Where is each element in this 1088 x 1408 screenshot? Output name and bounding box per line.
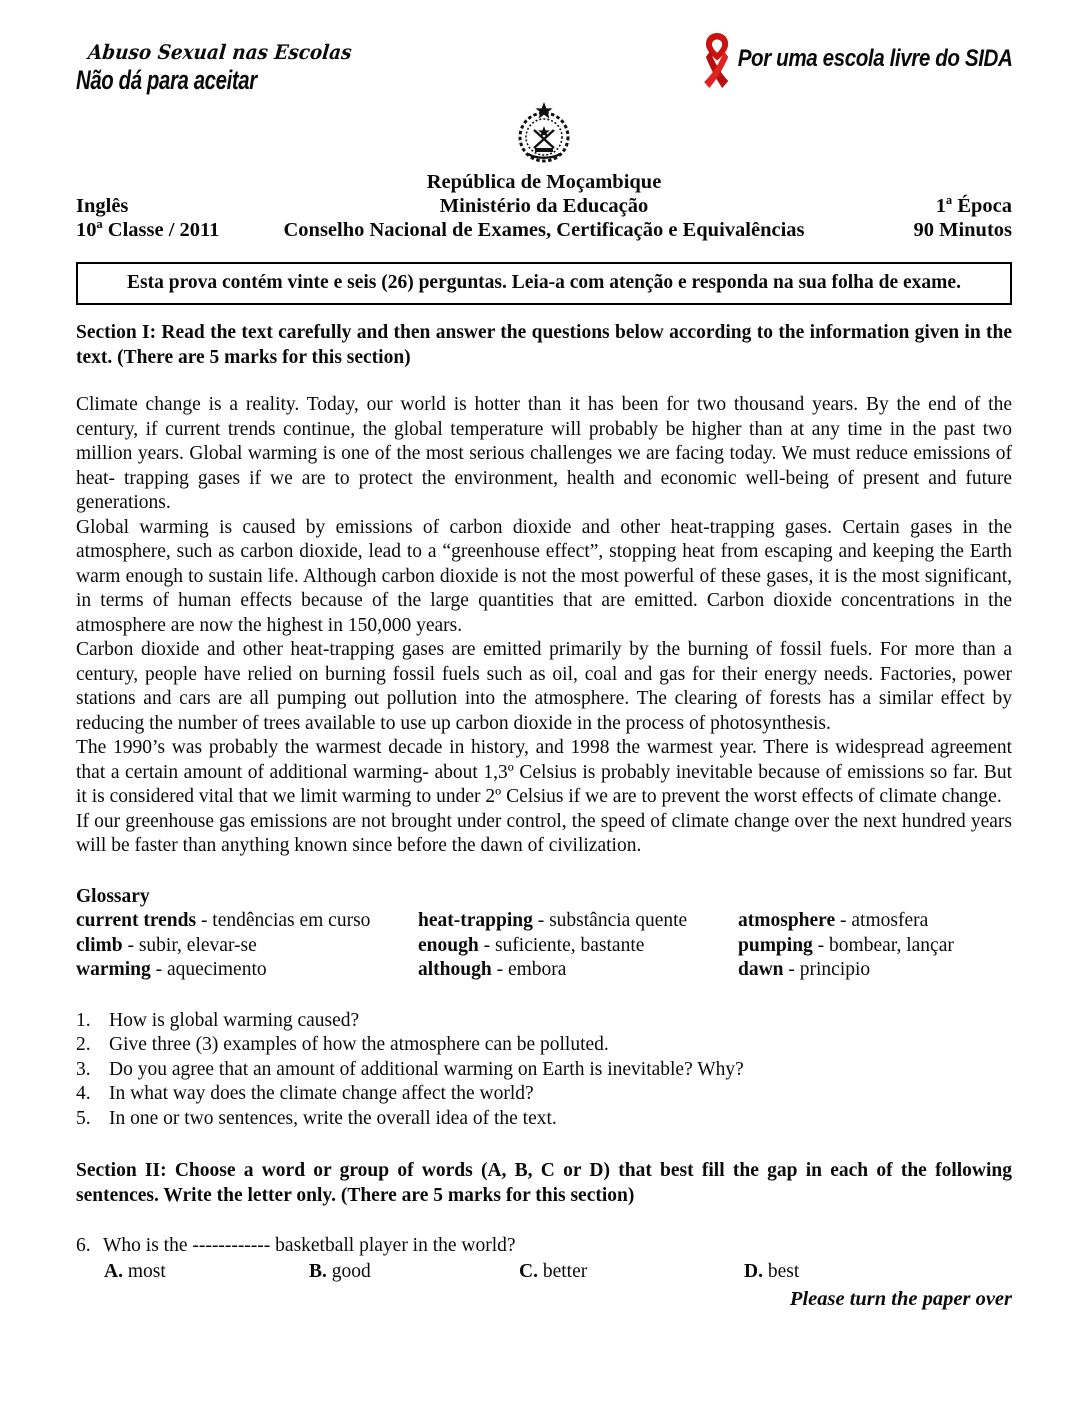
glossary-term: pumping <box>738 934 813 956</box>
glossary-title: Glossary <box>76 885 150 907</box>
campaign-left-block <box>76 40 353 96</box>
glossary-term: heat-trapping <box>418 910 533 931</box>
section1-heading: Section I: Read the text carefully and then answer the questions below according to the information given in the text. (There are 5 marks for this section) <box>76 322 1012 368</box>
glossary-entry <box>738 909 1012 934</box>
paragraph-4: The 1990’s was probably the warmest decade in history, and 1998 the warmest year. There is widespread agreement that a certain amount of additional warming- about 1,3º Celsius is probably inevitable because of emissions so far. But it is considered vital that we limit warming to under 2º Celsius if we are to prevent the worst effects of climate change. <box>76 737 1012 807</box>
option-c <box>519 1260 744 1285</box>
option-d <box>744 1260 1012 1285</box>
question-text: Who is the ------------ basketball player in the world? <box>103 1235 516 1256</box>
campaign-script-text: Abuso Sexual nas Escolas <box>87 40 353 64</box>
question-text: Do you agree that an amount of additional warming on Earth is inevitable? Why? <box>109 1058 744 1080</box>
glossary-entry <box>418 909 738 934</box>
question-item <box>76 1009 1012 1034</box>
epoca-label: 1ª Época <box>935 195 1012 217</box>
question-text: In one or two sentences, write the overall idea of the text. <box>109 1107 557 1129</box>
campaign-banner <box>76 30 1012 96</box>
glossary-translation: - suficiente, bastante <box>478 934 645 956</box>
section2-heading: Section II: Choose a word or group of words (A, B, C or D) that best fill the gap in each of the following sentences. Write the letter only. (There are 5 marks for this section) <box>76 1160 1012 1206</box>
question-6 <box>76 1234 1012 1259</box>
question-number: 3. <box>76 1058 91 1080</box>
glossary-term: dawn <box>738 959 784 980</box>
glossary-term: current trends <box>76 910 197 931</box>
reading-text <box>76 393 1012 859</box>
turn-page-note: Please turn the paper over <box>789 1288 1012 1310</box>
mozambique-coat-of-arms-icon <box>516 148 572 169</box>
option-letter: C. <box>519 1260 538 1282</box>
question-number: 1. <box>76 1009 91 1031</box>
glossary-term: climb <box>76 934 123 956</box>
glossary-entry <box>76 934 418 959</box>
glossary-translation: - embora <box>491 959 567 980</box>
campaign-slogan-right: Por uma escola livre do SIDA <box>737 45 1012 72</box>
glossary-entry <box>738 934 1012 959</box>
glossary-term: although <box>418 959 492 980</box>
campaign-right-block <box>699 32 1012 90</box>
question-text: How is global warming caused? <box>109 1009 360 1031</box>
question-number: 4. <box>76 1083 91 1104</box>
glossary-translation: - tendências em curso <box>196 910 371 931</box>
question-item <box>76 1107 1012 1132</box>
glossary-term: atmosphere <box>738 910 836 931</box>
question-item <box>76 1082 1012 1107</box>
exam-notice-box: Esta prova contém vinte e seis (26) perguntas. Leia-a com atenção e responda na sua folha de exame. <box>76 262 1012 305</box>
glossary-translation: - aquecimento <box>150 959 267 980</box>
glossary-entry <box>76 958 418 983</box>
ministry-label: Ministério da Educação <box>439 195 649 217</box>
question-item <box>76 1058 1012 1083</box>
question-number: 2. <box>76 1034 91 1055</box>
question-text: In what way does the climate change affect the world? <box>109 1083 534 1104</box>
question-number: 6. <box>76 1235 91 1256</box>
option-letter: B. <box>309 1260 327 1282</box>
emblem-block <box>76 102 1012 166</box>
header-row-3 <box>76 218 1012 242</box>
paragraph-1: Climate change is a reality. Today, our world is hotter than it has been for two thousand years. By the end of the century, if current trends continue, the global temperature will probably be higher than at any time in the past two million years. Global warming is one of the most serious challenges we are facing today. We must reduce emissions of heat- trapping gases if we are to protect the environment, health and economic well-being of present and future generations. <box>76 394 1012 513</box>
question-number: 5. <box>76 1107 91 1129</box>
glossary-term: enough <box>418 934 479 956</box>
option-b <box>309 1260 519 1285</box>
campaign-slogan-left: Não dá para aceitar <box>76 65 257 95</box>
option-text: good <box>331 1260 371 1282</box>
glossary-translation: - bombear, lançar <box>812 934 954 956</box>
question-6-options <box>76 1260 1012 1285</box>
aids-ribbon-icon <box>699 32 735 90</box>
subject-label: Inglês <box>76 195 129 217</box>
paragraph-2: Global warming is caused by emissions of carbon dioxide and other heat-trapping gases. Certain gases in the atmosphere, such as carbon dioxide, lead to a “greenhouse effect”, stopping heat from escaping and keeping the Earth warm enough to sustain life. Although carbon dioxide is not the most powerful of these gases, it is the most significant, in terms of human effects because of the large quantities that are emitted. Carbon dioxide concentrations in the atmosphere are now the highest in 150,000 years. <box>76 516 1012 636</box>
glossary <box>76 885 1012 983</box>
header-row-2 <box>76 194 1012 218</box>
section1-questions <box>76 1009 1012 1132</box>
option-text: best <box>767 1260 800 1282</box>
glossary-translation: - substância quente <box>532 910 688 931</box>
glossary-entry <box>76 909 418 934</box>
republic-title: República de Moçambique <box>426 171 662 193</box>
glossary-entry <box>418 958 738 983</box>
option-text: better <box>542 1260 588 1282</box>
glossary-entry <box>738 958 1012 983</box>
option-letter: A. <box>104 1260 123 1282</box>
glossary-entry <box>418 934 738 959</box>
option-letter: D. <box>744 1260 763 1282</box>
glossary-translation: - subir, elevar-se <box>122 934 257 956</box>
council-label: Conselho Nacional de Exames, Certificação e Equivalências <box>283 219 805 241</box>
paragraph-3: Carbon dioxide and other heat-trapping gases are emitted primarily by the burning of fossil fuels. For more than a century, people have relied on burning fossil fuels such as oil, coal and gas for their energy needs. Factories, power stations and cars are all pumping out pollution into the atmosphere. The clearing of forests has a similar effect by reducing the number of trees available to use up carbon dioxide in the process of photosynthesis. <box>76 639 1012 734</box>
paragraph-5: If our greenhouse gas emissions are not brought under control, the speed of climate change over the next hundred years will be faster than anything known since before the dawn of civilization. <box>76 810 1012 856</box>
glossary-translation: - atmosfera <box>835 910 929 931</box>
question-text: Give three (3) examples of how the atmosphere can be polluted. <box>109 1034 609 1055</box>
question-item <box>76 1033 1012 1058</box>
option-a <box>104 1260 309 1285</box>
option-text: most <box>127 1260 166 1282</box>
duration-label: 90 Minutos <box>913 219 1012 241</box>
glossary-term: warming <box>76 959 151 980</box>
glossary-grid <box>76 909 1012 983</box>
glossary-translation: - principio <box>783 959 871 980</box>
class-year-label: 10ª Classe / 2011 <box>76 219 220 241</box>
